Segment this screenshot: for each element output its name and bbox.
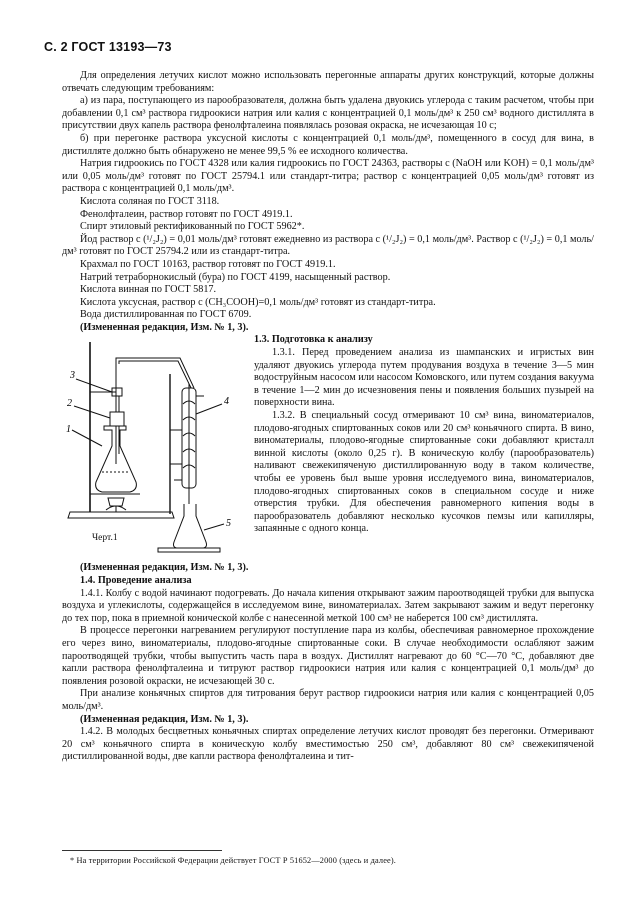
paragraph: 1.4.2. В молодых бесцветных коньячных спиртах определение летучих кислот проводят без перегонки. Отмеривают 20 см³ коньячного спирта в коническую колбу вместимостью 250 см³, добавляют 80 см³ свежекипяченой дистиллированной воды, две капли раствора фенолфталеина и тит- bbox=[62, 726, 594, 763]
paragraph: Йод раствор c (¹/₂J₂) = 0,01 моль/дм³ готовят ежедневно из раствора c (¹/₂J₂) = 0,1 моль/дм³. Раствор c (¹/₂J₂) = 0,1 моль/дм³ готовят по ГОСТ 25794.2 или из стандарт-титра. bbox=[62, 233, 594, 258]
paragraph: Кислота винная по ГОСТ 5817. bbox=[80, 284, 217, 296]
paragraph: Вода дистиллированная по ГОСТ 6709. bbox=[80, 309, 252, 321]
right-column bbox=[254, 334, 594, 536]
paragraph: а) из пара, поступающего из парообразователя, должна быть удалена двуокись углерода с таким расчетом, чтобы при добавлении 0,1 см³ раствора гидроокиси натрия или калия с концентрацией 0,1 моль/дм³ к 250 см³ водного дистиллята в присутствии двух капель раствора фенолфталеина появлялась розовая окраска, не исчезающая 10 с; bbox=[62, 95, 594, 132]
change-note: (Измененная редакция, Изм. № 1, 3). bbox=[80, 713, 249, 725]
paragraph: 1.4.1. Колбу с водой начинают подогревать. До начала кипения открывают зажим пароотводящей трубки для выпуска воздуха и углекислоты, содержащейся в исследуемом вине, виноматериалах. Затем закрывают зажим и ведут перегонку до тех пор, пока в приемной конической колбе с нанесенной меткой 100 см³ не наберется 100 см³ дистиллята. bbox=[62, 587, 594, 624]
paragraph: Фенолфталеин, раствор готовят по ГОСТ 4919.1. bbox=[80, 208, 293, 220]
footnote-divider bbox=[62, 850, 222, 851]
label-5: 5 bbox=[226, 518, 231, 530]
footnote: * На территории Российской Федерации действует ГОСТ Р 51652—2000 (здесь и далее). bbox=[70, 856, 396, 865]
figure-labels bbox=[62, 334, 250, 554]
change-note: (Измененная редакция, Изм. № 1, 3). bbox=[80, 562, 249, 574]
paragraph: В процессе перегонки нагреванием регулируют поступление пара из колбы, обеспечивая равномерное прохождение его через вино, виноматериалы, плодово-ягодные спиртованные соки. В случае необходимости ослабляют зажим пароотводящей трубки, чтобы выпустить часть пара в воздух. Дистиллят нагревают до 60 °С—70 °С, добавляют две капли раствора фенолфталеина и титруют раствор гидроокиси натрия или калия с концентрацией 0,1 моль/дм³ до появления розовой окраски, не исчезающей 30 с. bbox=[62, 625, 594, 687]
figure-section bbox=[62, 334, 594, 562]
paragraph: При анализе коньячных спиртов для титрования берут раствор гидроокиси натрия или калия с концентрацией 0,05 моль/дм³. bbox=[62, 688, 594, 712]
paragraph: Спирт этиловый ректификованный по ГОСТ 5962*. bbox=[80, 221, 305, 233]
paragraph: б) при перегонке раствора уксусной кислоты с концентрацией 0,1 моль/дм³, помещенного в сосуд для вина, в дистилляте должно быть обнаружено не менее 99,5 % ее исходного количества. bbox=[62, 132, 594, 157]
paragraph: Натрия гидроокись по ГОСТ 4328 или калия гидроокись по ГОСТ 24363, растворы c (NaOH или KOH) = 0,1 моль/дм³ или 0,05 моль/дм³ готовят по ГОСТ 25794.1 или стандарт-титра; раствор с концентрацией 0,05 моль/дм³ готовят из раствора с концентрацией 0,1 моль/дм³. bbox=[62, 158, 594, 195]
paragraph: Кислота соляная по ГОСТ 3118. bbox=[80, 195, 220, 207]
document-body bbox=[62, 70, 594, 764]
label-4: 4 bbox=[224, 396, 229, 408]
section-heading: 1.4. Проведение анализа bbox=[80, 575, 192, 587]
change-note: (Измененная редакция, Изм. № 1, 3). bbox=[80, 321, 249, 333]
label-1: 1 bbox=[66, 424, 71, 436]
figure-caption: Черт.1 bbox=[92, 533, 118, 544]
paragraph: Крахмал по ГОСТ 10163, раствор готовят по ГОСТ 4919.1. bbox=[80, 258, 336, 270]
label-2: 2 bbox=[67, 398, 72, 410]
paragraph: Для определения летучих кислот можно использовать перегонные аппараты других конструкций, которые должны отвечать следующим требованиям: bbox=[62, 70, 594, 94]
section-heading: 1.3. Подготовка к анализу bbox=[254, 334, 373, 346]
paragraph: Натрий тетраборнокислый (бура) по ГОСТ 4199, насыщенный раствор. bbox=[80, 271, 391, 283]
paragraph: 1.3.1. Перед проведением анализа из шампанских и игристых вин удаляют двуокись углерода путем продувания воздуха в течение 3—5 мин водоструйным насосом или насосом Комовского, или путем создания вакуума в течение 1—2 мин до исчезновения пены и появления больших пузырей на поверхности вина. bbox=[254, 347, 594, 409]
label-3: 3 bbox=[70, 370, 75, 382]
page-header: С. 2 ГОСТ 13193—73 bbox=[44, 40, 172, 54]
paragraph: Кислота уксусная, раствор c (CH₃COOH)=0,1 моль/дм³ готовят из стандарт-титра. bbox=[80, 296, 436, 308]
paragraph: 1.3.2. В специальный сосуд отмеривают 10 см³ вина, виноматериалов, плодово-ягодных спиртованных соков или 20 см³ коньячного спирта. В вино, виноматериалы, плодово-ягодные спиртованные соки добавляют кристалл винной кислоты (около 0,25 г). В коническую колбу (парообразователь) наливают свежекипяченую дистиллированную воду в таком количестве, чтобы ее уровень был выше уровня исследуемого вина, виноматериалов, плодово-ягодных спиртованных соков в специальном сосуде и ниже отверстия трубки. Для обеспечения равномерного кипения воды в парообразователь добавляют несколько кусочков пемзы или капилляры, запаянные с одного конца. bbox=[254, 410, 594, 535]
